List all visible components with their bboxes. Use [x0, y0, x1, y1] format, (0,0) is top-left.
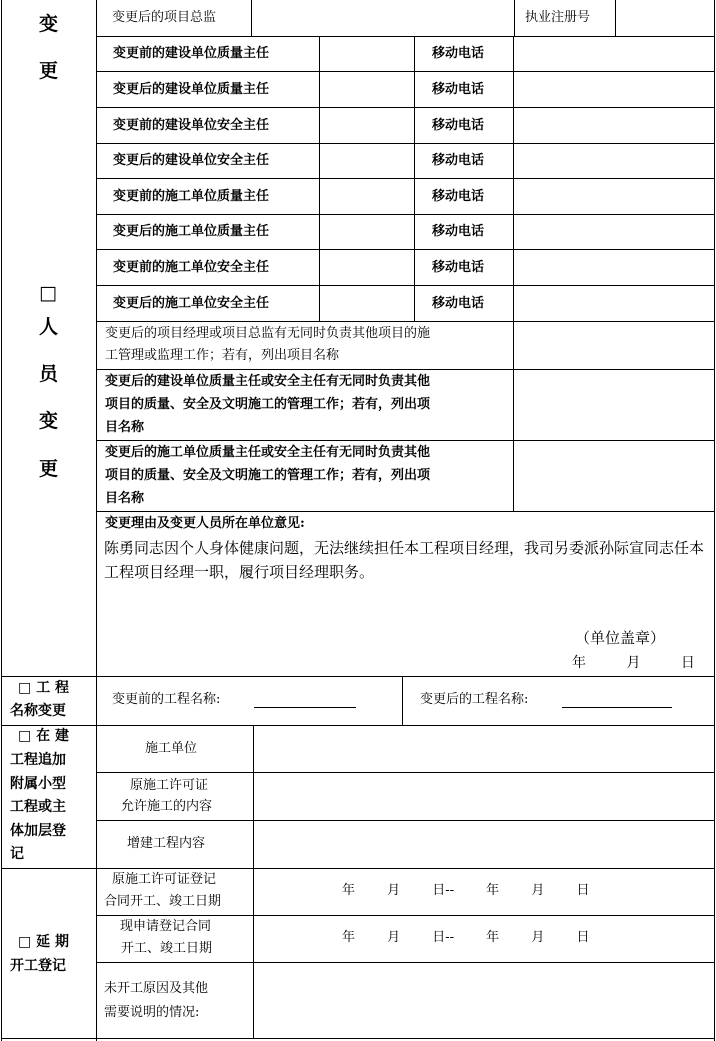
- after-project-name-label: 变更后的工程名称:: [420, 692, 529, 707]
- new-dates-line2: 开工、竣工日期: [121, 941, 213, 956]
- contractor-label: 施工单位: [145, 741, 198, 756]
- role-label-7: 变更前的施工单位安全主任: [113, 260, 270, 275]
- phone-label-2: 移动电话: [432, 82, 485, 97]
- side-char-2: 更: [39, 60, 59, 82]
- extension-label: 增建工程内容: [127, 836, 206, 851]
- attach-label-6: 记: [10, 846, 24, 862]
- role-label-2: 变更后的建设单位质量主任: [113, 82, 270, 97]
- seal-label: （单位盖章）: [575, 629, 666, 647]
- role-label-4: 变更后的建设单位安全主任: [113, 153, 270, 168]
- phone-label-7: 移动电话: [432, 260, 485, 275]
- side-char-ren: 人: [39, 316, 59, 338]
- reason-text: 陈勇同志因个人身体健康问题，无法继续担任本工程项目经理，我司另委派孙际宣同志任本工程项目经理一职，履行项目经理职务。: [104, 539, 705, 581]
- name-change-label: 名称变更: [10, 703, 66, 719]
- role-label-5: 变更前的施工单位质量主任: [113, 189, 270, 204]
- build-unit-other-line1: 变更后的建设单位质量主任或安全主任有无同时负责其他: [105, 374, 431, 389]
- side-char-1: 变: [39, 13, 59, 35]
- phone-label-5: 移动电话: [432, 189, 485, 204]
- attach-label-3: 附属小型: [10, 776, 66, 792]
- delay-reason-line2: 需要说明的情况:: [104, 1005, 200, 1020]
- attach-label-2: 工程追加: [10, 752, 66, 768]
- phone-label-8: 移动电话: [432, 296, 485, 311]
- name-change-checkbox-label[interactable]: □ 工 程: [18, 680, 69, 696]
- role-label-1: 变更前的建设单位质量主任: [113, 46, 270, 61]
- attach-checkbox-label[interactable]: □ 在 建: [18, 728, 69, 744]
- orig-dates-line2: 合同开工、竣工日期: [104, 894, 222, 909]
- before-project-name-line[interactable]: [254, 707, 356, 708]
- attach-label-5: 体加层登: [10, 823, 66, 839]
- after-project-name-line[interactable]: [562, 707, 672, 708]
- constr-unit-other-line3: 目名称: [105, 491, 145, 506]
- side-char-yuan: 员: [39, 363, 59, 385]
- role-label-8: 变更后的施工单位安全主任: [113, 296, 270, 311]
- orig-permit-line2: 允许施工的内容: [121, 799, 213, 814]
- reason-label: 变更理由及变更人员所在单位意见:: [105, 516, 305, 531]
- delay-checkbox-label[interactable]: □ 延 期: [18, 934, 69, 950]
- side-char-geng: 更: [39, 458, 59, 480]
- personnel-change-checkbox[interactable]: □: [39, 282, 57, 304]
- date-label: 年 月 日: [572, 655, 695, 671]
- after-supervisor-label: 变更后的项目总监: [112, 10, 217, 25]
- new-dates-line1: 现申请登记合同: [120, 919, 212, 934]
- phone-label-6: 移动电话: [432, 224, 485, 239]
- constr-unit-other-line2: 项目的质量、安全及文明施工的管理工作；若有，列出项: [105, 468, 431, 483]
- phone-label-4: 移动电话: [432, 153, 485, 168]
- role-label-6: 变更后的施工单位质量主任: [113, 224, 270, 239]
- orig-date-range: 年 月 日-- 年 月 日: [342, 883, 590, 898]
- role-label-3: 变更前的建设单位安全主任: [113, 118, 270, 133]
- orig-dates-line1: 原施工许可证登记: [112, 872, 217, 887]
- delay-reason-line1: 未开工原因及其他: [104, 981, 209, 996]
- orig-permit-line1: 原施工许可证: [130, 778, 209, 793]
- phone-label-3: 移动电话: [432, 118, 485, 133]
- new-date-range: 年 月 日-- 年 月 日: [342, 930, 590, 945]
- attach-label-4: 工程或主: [10, 799, 66, 815]
- delay-label: 开工登记: [10, 958, 66, 974]
- side-char-bian: 变: [39, 410, 59, 432]
- phone-label-1: 移动电话: [432, 46, 485, 61]
- before-project-name-label: 变更前的工程名称:: [112, 692, 221, 707]
- constr-unit-other-line1: 变更后的施工单位质量主任或安全主任有无同时负责其他: [105, 445, 431, 460]
- license-no-label: 执业注册号: [525, 10, 591, 25]
- build-unit-other-line2: 项目的质量、安全及文明施工的管理工作；若有，列出项: [105, 397, 431, 412]
- manager-other-project-line2: 工管理或监理工作；若有，列出项目名称: [105, 348, 340, 363]
- build-unit-other-line3: 目名称: [105, 420, 145, 435]
- manager-other-project-line1: 变更后的项目经理或项目总监有无同时负责其他项目的施: [105, 326, 431, 341]
